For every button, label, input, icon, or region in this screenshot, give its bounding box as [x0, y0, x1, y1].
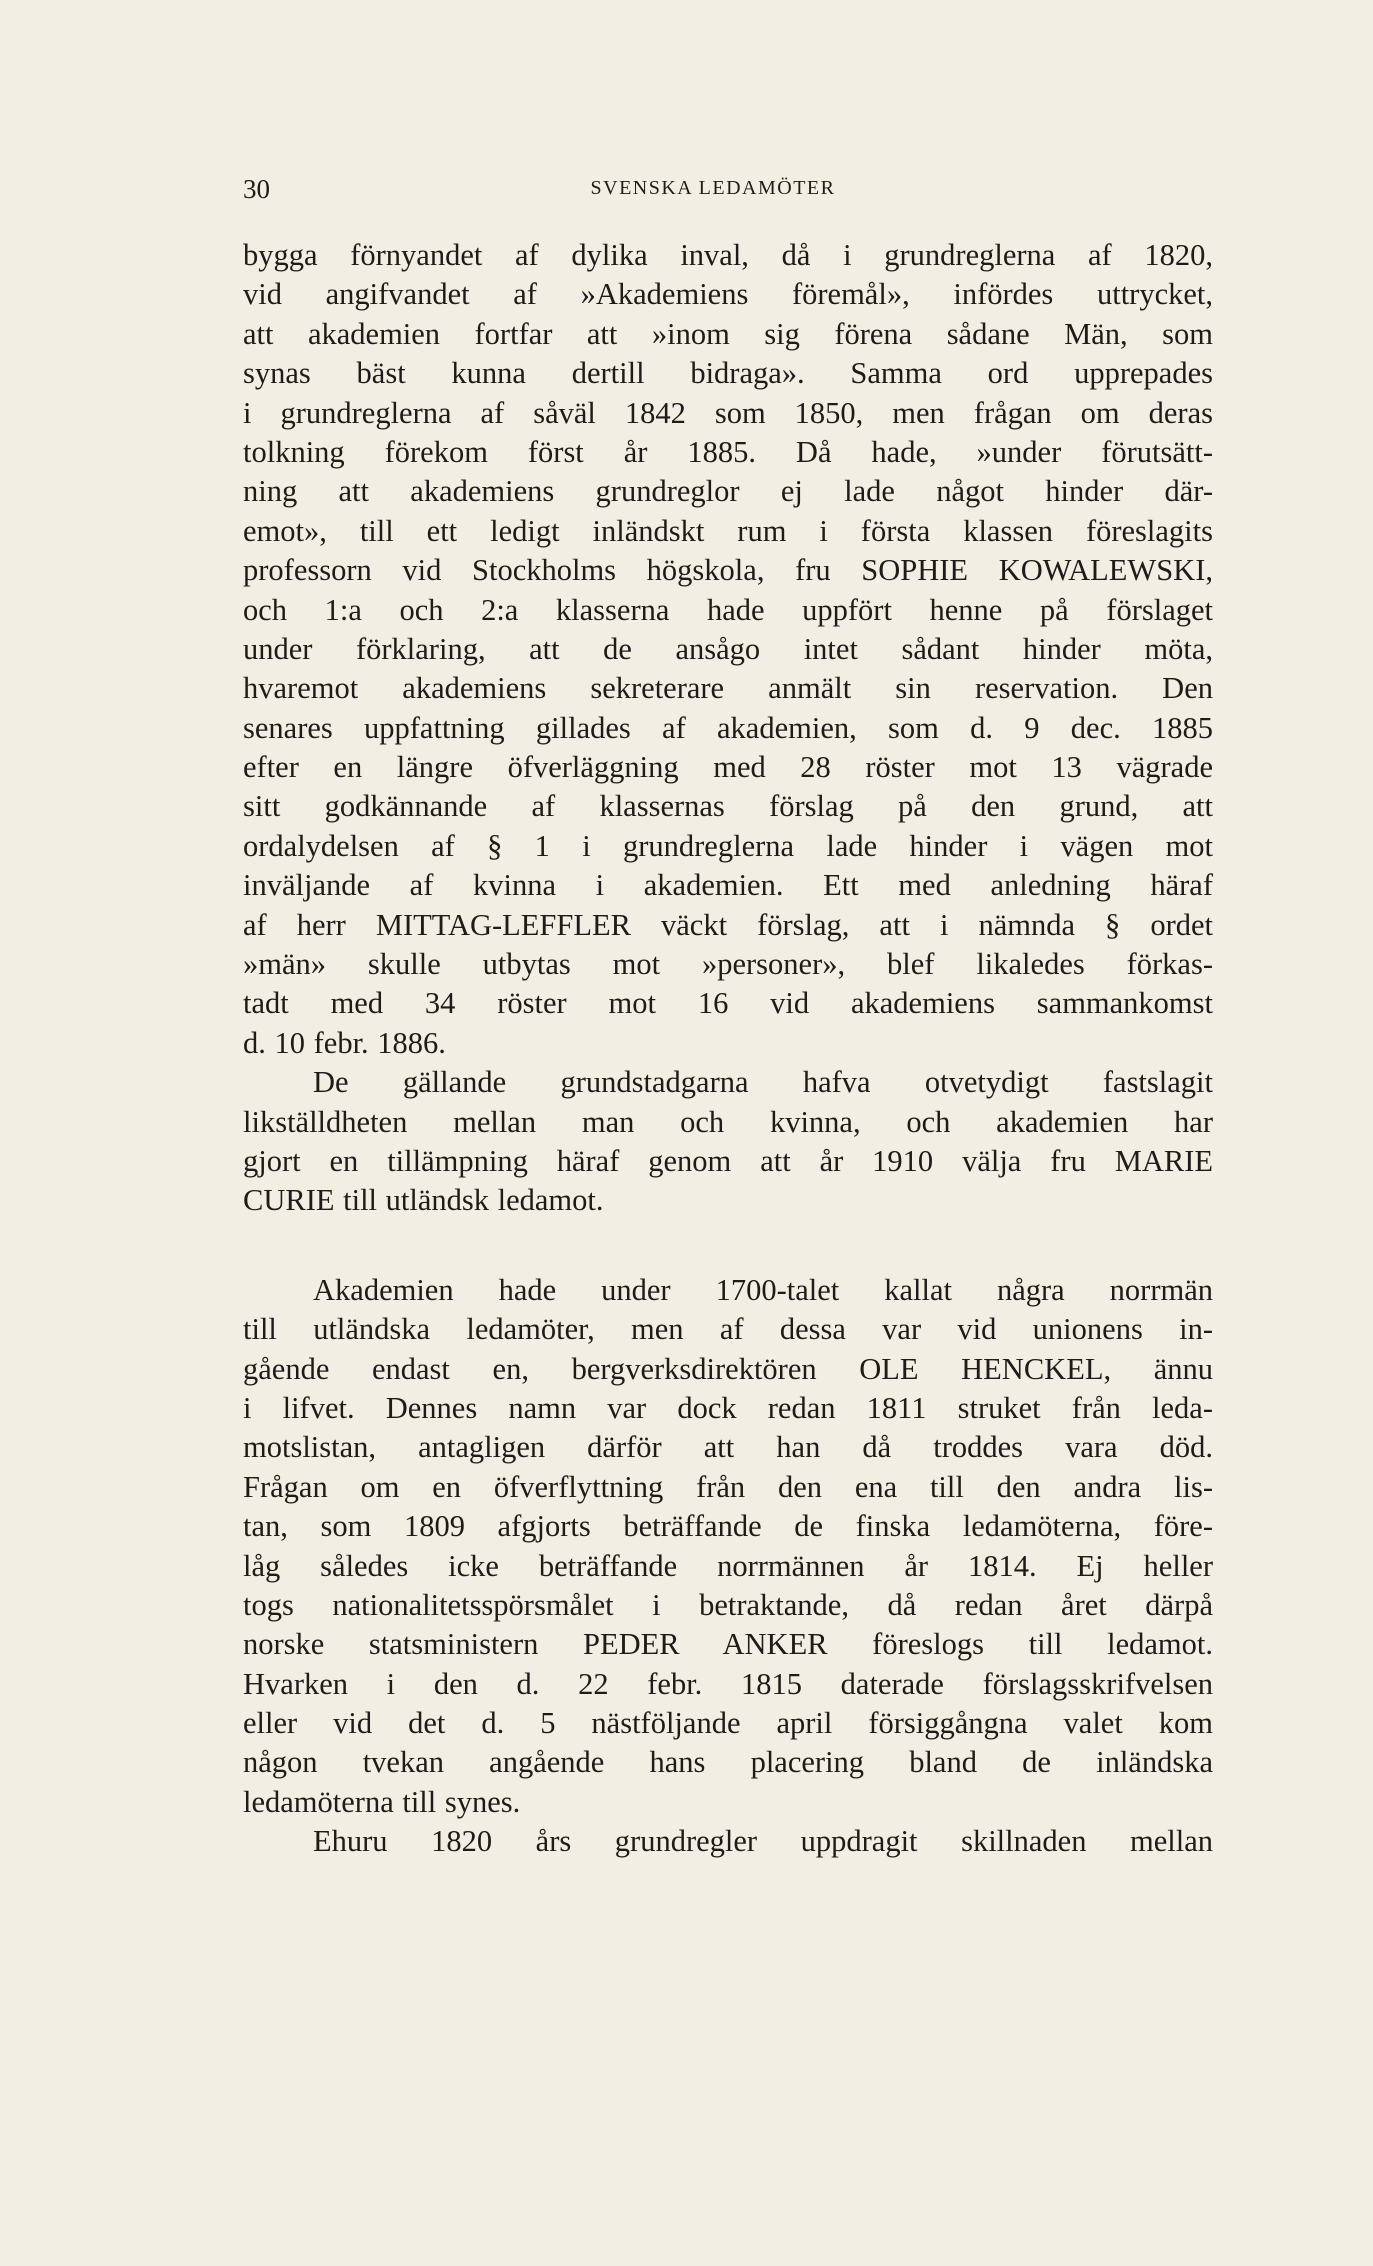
text-line: »män» skulle utbytas mot »personer», blef likaledes förkas- [243, 947, 1213, 982]
text-line: likställdheten mellan man och kvinna, och akademien har [243, 1104, 1213, 1139]
text-line: och 1:a och 2:a klasserna hade uppfört henne på förslaget [243, 592, 1213, 627]
text-line: professorn vid Stockholms högskola, fru SOPHIE KOWALEWSKI, [243, 553, 1213, 588]
running-head: SVENSKA LEDAMÖTER [590, 177, 836, 199]
text-line: under förklaring, att de ansågo intet sådant hinder möta, [243, 631, 1213, 666]
text-line: låg således icke beträffande norrmännen år 1814. Ej heller [243, 1548, 1213, 1583]
text-line: emot», till ett ledigt inländskt rum i första klassen föreslagits [243, 513, 1213, 548]
text-line: norske statsministern PEDER ANKER föreslogs till ledamot. [243, 1627, 1213, 1662]
text-line: ledamöterna till synes. [243, 1784, 521, 1819]
text-line: ning att akademiens grundreglor ej lade något hinder där- [243, 474, 1213, 509]
text-line: gående endast en, bergverksdirektören OLE HENCKEL, ännu [243, 1351, 1213, 1386]
text-line: tan, som 1809 afgjorts beträffande de finska ledamöterna, före- [243, 1509, 1213, 1544]
text-line: hvaremot akademiens sekreterare anmält sin reservation. Den [243, 671, 1213, 706]
text-line: synas bäst kunna dertill bidraga». Samma ord upprepades [243, 356, 1213, 391]
text-line: af herr MITTAG-LEFFLER väckt förslag, att i nämnda § ordet [243, 907, 1213, 942]
text-line: till utländska ledamöter, men af dessa var vid unionens in- [243, 1312, 1213, 1347]
paragraph-gap [243, 1221, 1213, 1271]
body-text [243, 236, 1213, 1862]
text-line: d. 10 febr. 1886. [243, 1025, 446, 1060]
text-line: Akademien hade under 1700-talet kallat några norrmän [313, 1272, 1213, 1307]
text-line: inväljande af kvinna i akademien. Ett med anledning häraf [243, 868, 1213, 903]
paragraph-kowalewski [243, 236, 1213, 1221]
text-line: ordalydelsen af § 1 i grundreglerna lade hinder i vägen mot [243, 828, 1213, 863]
text-line: efter en längre öfverläggning med 28 röster mot 13 vägrade [243, 750, 1213, 785]
text-line: sitt godkännande af klassernas förslag på den grund, att [243, 789, 1213, 824]
text-line: senares uppfattning gillades af akademien, som d. 9 dec. 1885 [243, 710, 1213, 745]
text-line: togs nationalitetsspörsmålet i betraktande, då redan året därpå [243, 1587, 1213, 1622]
text-line: tolkning förekom först år 1885. Då hade, »under förutsätt- [243, 434, 1213, 469]
text-line: att akademien fortfar att »inom sig förena sådane Män, som [243, 316, 1213, 351]
text-line: Frågan om en öfverflyttning från den ena till den andra lis- [243, 1469, 1213, 1504]
text-line: vid angifvandet af »Akademiens föremål», infördes uttrycket, [243, 277, 1213, 312]
text-line: i grundreglerna af såväl 1842 som 1850, men frågan om deras [243, 395, 1213, 430]
page-header [243, 174, 1213, 208]
text-line: CURIE till utländsk ledamot. [243, 1183, 604, 1218]
text-line: tadt med 34 röster mot 16 vid akademiens sammankomst [243, 986, 1213, 1021]
text-line: Ehuru 1820 års grundregler uppdragit skillnaden mellan [313, 1824, 1213, 1859]
text-line: Hvarken i den d. 22 febr. 1815 daterade förslagsskrifvelsen [243, 1666, 1213, 1701]
text-line: De gällande grundstadgarna hafva otvetydigt fastslagit [313, 1065, 1213, 1100]
text-line: motslistan, antagligen därför att han då troddes vara död. [243, 1430, 1213, 1465]
text-line: någon tvekan angående hans placering bland de inländska [243, 1745, 1213, 1780]
page-number: 30 [243, 174, 270, 204]
text-line: bygga förnyandet af dylika inval, då i grundreglerna af 1820, [243, 238, 1213, 272]
text-line: eller vid det d. 5 nästföljande april försiggångna valet kom [243, 1706, 1213, 1741]
text-line: gjort en tillämpning häraf genom att år 1910 välja fru MARIE [243, 1143, 1213, 1178]
paragraph-norwegians [243, 1271, 1213, 1862]
text-line: i lifvet. Dennes namn var dock redan 1811 struket från leda- [243, 1390, 1213, 1425]
